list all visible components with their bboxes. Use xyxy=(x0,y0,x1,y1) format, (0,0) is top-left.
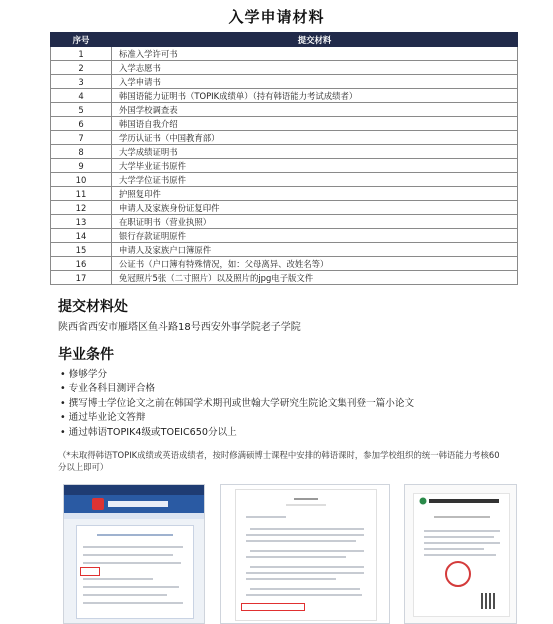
row-material: 外国学校调查表 xyxy=(112,103,518,117)
row-material: 申请人及家族户口簿原件 xyxy=(112,243,518,257)
table-row xyxy=(51,75,518,89)
row-material: 学历认证书（中国教育部） xyxy=(112,131,518,145)
table-row xyxy=(51,131,518,145)
list-item: • 专业各科目测评合格 xyxy=(60,382,414,396)
row-material: 免冠照片5张（二寸照片）以及照片的jpg电子版文件 xyxy=(112,271,518,285)
row-material: 在职证明书（营业执照） xyxy=(112,215,518,229)
table-row xyxy=(51,159,518,173)
table-row xyxy=(51,243,518,257)
row-number: 15 xyxy=(51,243,112,257)
submit-heading: 提交材料处 xyxy=(58,299,128,315)
row-number: 6 xyxy=(51,117,112,131)
row-number: 10 xyxy=(51,173,112,187)
table-row xyxy=(51,103,518,117)
row-number: 7 xyxy=(51,131,112,145)
row-number: 16 xyxy=(51,257,112,271)
row-number: 3 xyxy=(51,75,112,89)
row-number: 14 xyxy=(51,229,112,243)
table-row xyxy=(51,145,518,159)
row-number: 1 xyxy=(51,47,112,61)
red-seal-icon xyxy=(445,561,471,587)
row-material: 入学志愿书 xyxy=(112,61,518,75)
row-number: 5 xyxy=(51,103,112,117)
table-row xyxy=(51,201,518,215)
table-row xyxy=(51,173,518,187)
row-material: 大学毕业证书原件 xyxy=(112,159,518,173)
table-header-row xyxy=(51,33,518,47)
list-item: • 修够学分 xyxy=(60,368,414,382)
col-header-material: 提交材料 xyxy=(112,33,518,47)
table-row xyxy=(51,229,518,243)
ministry-of-education-website-image xyxy=(63,484,205,624)
graduation-conditions xyxy=(60,368,414,440)
row-number: 12 xyxy=(51,201,112,215)
row-material: 公证书（户口簿有特殊情况，如：父母离异、改姓名等） xyxy=(112,257,518,271)
row-material: 入学申请书 xyxy=(112,75,518,89)
row-number: 17 xyxy=(51,271,112,285)
table-row xyxy=(51,215,518,229)
row-material: 大学学位证书原件 xyxy=(112,173,518,187)
row-number: 11 xyxy=(51,187,112,201)
page-title: 入学申请材料 xyxy=(228,8,325,26)
list-item: • 撰写博士学位论文之前在韩国学术期刊或世翰大学研究生院论文集刊登一篇小论文 xyxy=(60,397,414,411)
table-row xyxy=(51,117,518,131)
col-header-number: 序号 xyxy=(51,33,112,47)
row-number: 8 xyxy=(51,145,112,159)
list-item: • 通过韩语TOPIK4级或TOEIC650分以上 xyxy=(60,426,414,440)
table-row xyxy=(51,47,518,61)
row-material: 大学成绩证明书 xyxy=(112,145,518,159)
certification-document-image xyxy=(220,484,390,624)
row-material: 护照复印件 xyxy=(112,187,518,201)
graduation-note: （*未取得韩语TOPIK成绩或英语成绩者，按时修满硕博士课程中安排的韩语课时，参加学校组织的统一韩语能力考核60分以上即可） xyxy=(58,450,500,472)
table-row xyxy=(51,187,518,201)
materials-table xyxy=(50,32,518,285)
table-row xyxy=(51,89,518,103)
table-row xyxy=(51,271,518,285)
row-number: 9 xyxy=(51,159,112,173)
qr-code-icon xyxy=(481,593,497,609)
submit-address: 陕西省西安市雁塔区鱼斗路18号西安外事学院老子学院 xyxy=(58,322,301,333)
row-material: 银行存款证明原件 xyxy=(112,229,518,243)
list-item: • 通过毕业论文答辩 xyxy=(60,411,414,425)
degree-certificate-report-image xyxy=(404,484,517,624)
row-material: 申请人及家族身份证复印件 xyxy=(112,201,518,215)
row-material: 标准入学许可书 xyxy=(112,47,518,61)
table-row xyxy=(51,61,518,75)
certificate-header-icon xyxy=(419,497,502,505)
row-number: 2 xyxy=(51,61,112,75)
graduation-heading: 毕业条件 xyxy=(58,347,114,363)
row-material: 韩国语能力证明书（TOPIK成绩单）（持有韩语能力考试成绩者） xyxy=(112,89,518,103)
table-row xyxy=(51,257,518,271)
row-number: 13 xyxy=(51,215,112,229)
row-material: 韩国语自我介绍 xyxy=(112,117,518,131)
row-number: 4 xyxy=(51,89,112,103)
